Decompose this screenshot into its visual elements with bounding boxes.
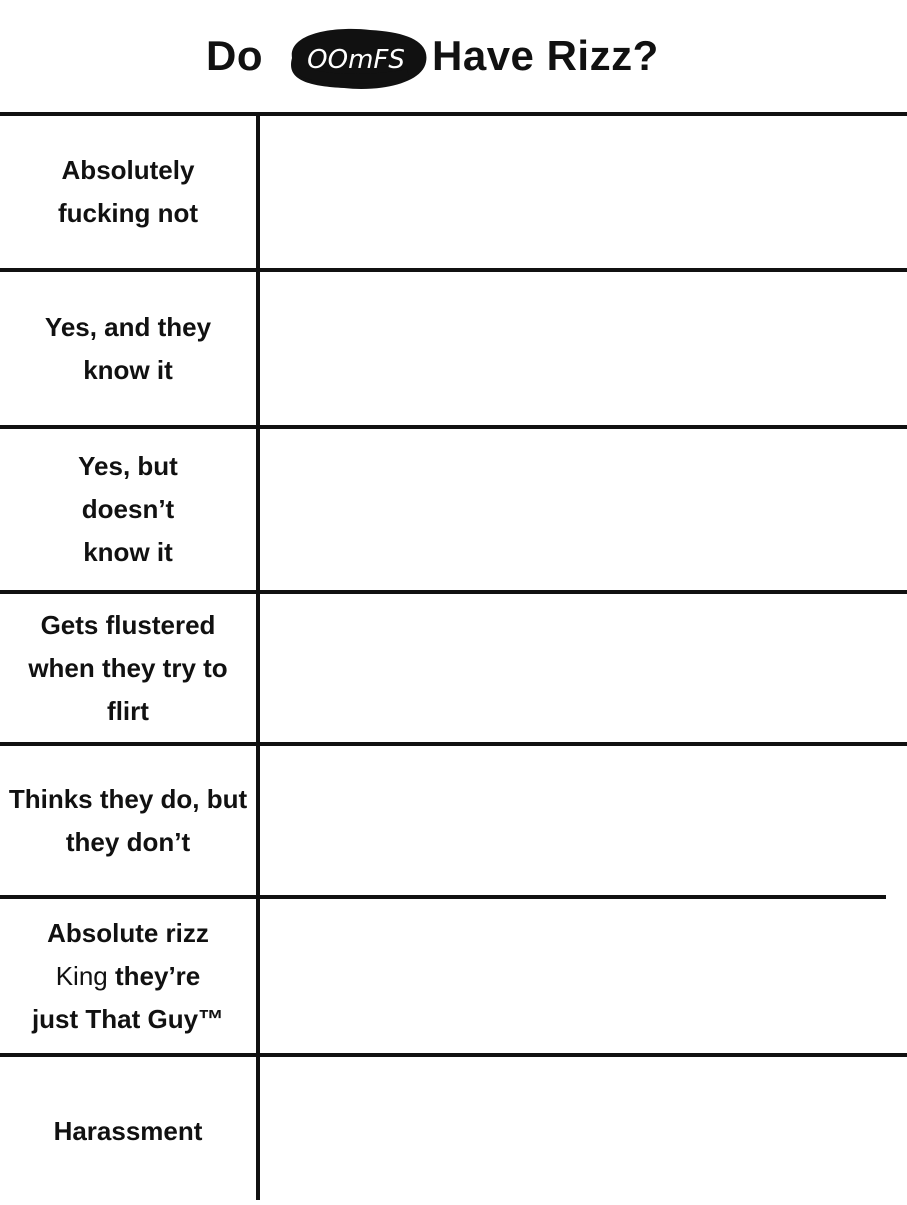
row-label-handwritten: King (55, 960, 108, 991)
row-cell[interactable] (260, 116, 907, 268)
title-suffix: Have Rizz? (432, 32, 659, 79)
row-cell[interactable] (260, 1057, 907, 1200)
row-label (0, 1057, 256, 1205)
row-label-text: Thinks they do, but they don’t (8, 783, 248, 857)
row-label-text: Gets flustered when they try to flirt (28, 609, 228, 726)
row-cell[interactable] (260, 594, 907, 742)
row-cell[interactable] (260, 899, 907, 1053)
row-label-line: Absolute rizz (47, 917, 209, 948)
row-label-line: they’re (107, 960, 201, 991)
row-cell[interactable] (260, 272, 907, 425)
row-label (0, 594, 256, 742)
handwritten-word: OOmFS (307, 45, 405, 75)
row-cell[interactable] (260, 429, 907, 590)
row-label-line: just That Guy™ (31, 1003, 225, 1034)
row-label (0, 116, 256, 268)
row-label-text (6, 912, 250, 1041)
row-label (0, 746, 256, 895)
row-label-text: Yes, but doesn’t know it (78, 451, 178, 567)
row-label-text: Absolutely fucking not (57, 155, 199, 228)
row-cell[interactable] (260, 746, 907, 895)
row-label (0, 899, 256, 1053)
row-label (0, 272, 256, 425)
row-label-text: Yes, and they know it (44, 311, 212, 385)
title-prefix: Do (206, 32, 263, 79)
row-label (0, 429, 256, 590)
row-label-text: Harassment (53, 1115, 203, 1146)
